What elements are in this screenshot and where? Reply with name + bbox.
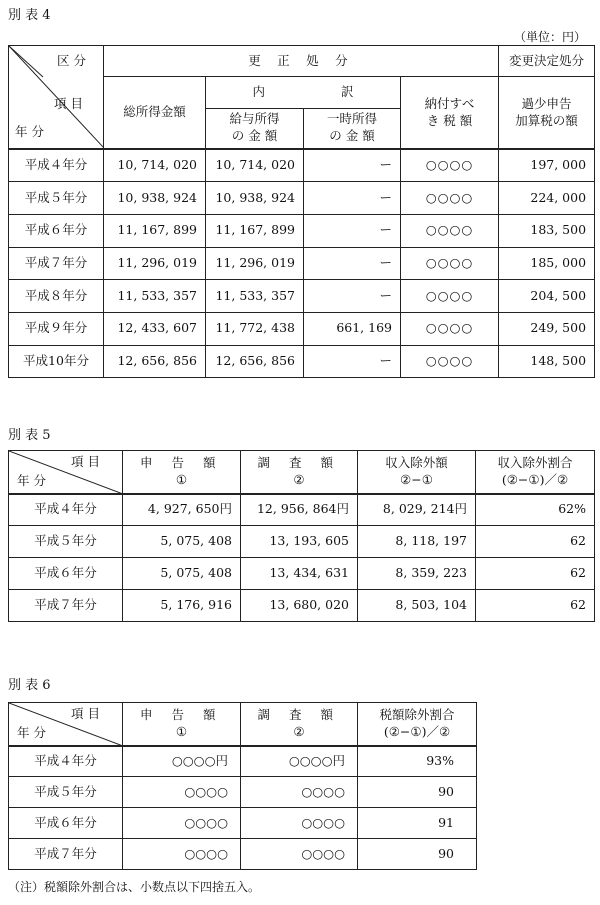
cell-shinkoku: ○○○○ <box>123 839 241 870</box>
chosa-line2: ② <box>293 471 305 487</box>
table-row <box>9 590 595 622</box>
cell-year: 平成４年分 <box>9 494 123 526</box>
cell-nofu: ○○○○ <box>401 280 499 313</box>
cell-total: 11, 296, 019 <box>104 247 206 280</box>
header-sousho: 総所得金額 <box>104 77 206 150</box>
table4-title: 別 表 4 <box>8 8 51 23</box>
cell-ichiji: 661, 169 <box>304 312 401 345</box>
cell-chosa: 13, 680, 020 <box>241 590 358 622</box>
cell-ichiji: ー <box>304 345 401 378</box>
cell-year: 平成６年分 <box>9 214 104 247</box>
cell-shinkoku: 5, 176, 916 <box>123 590 241 622</box>
cell-kyuyo: 11, 533, 357 <box>206 280 304 313</box>
table-row <box>9 312 595 345</box>
cell-wariai: 62 <box>476 526 595 558</box>
cell-year: 平成７年分 <box>9 839 123 870</box>
cell-chosa: ○○○○ <box>241 839 358 870</box>
cell-year: 平成４年分 <box>9 149 104 182</box>
header-kyuyo <box>206 108 304 149</box>
cell-jogai: 8, 503, 104 <box>358 590 476 622</box>
cell-total: 11, 167, 899 <box>104 214 206 247</box>
header-chosa <box>241 451 358 494</box>
table-row <box>9 247 595 280</box>
cell-year: 平成７年分 <box>9 590 123 622</box>
cell-ichiji: ー <box>304 149 401 182</box>
table4 <box>8 45 595 378</box>
wariai-line2: (②−①)／② <box>501 471 569 487</box>
table-row <box>9 149 595 182</box>
cell-kasan: 249, 500 <box>499 312 595 345</box>
cell-jogai: 8, 359, 223 <box>358 558 476 590</box>
header-shinkoku <box>123 451 241 494</box>
cell-kasan: 204, 500 <box>499 280 595 313</box>
table-row <box>9 777 477 808</box>
header-nofu <box>401 77 499 150</box>
cell-nofu: ○○○○ <box>401 214 499 247</box>
cell-year: 平成８年分 <box>9 280 104 313</box>
cell-nofu: ○○○○ <box>401 312 499 345</box>
cell-year: 平成５年分 <box>9 777 123 808</box>
cell-shinkoku: 5, 075, 408 <box>123 526 241 558</box>
cell-nofu: ○○○○ <box>401 182 499 215</box>
corner-nenbun: 年 分 <box>17 725 46 740</box>
cell-shinkoku: 5, 075, 408 <box>123 558 241 590</box>
cell-kasan: 148, 500 <box>499 345 595 378</box>
cell-year: 平成７年分 <box>9 247 104 280</box>
cell-wariai: 62 <box>476 558 595 590</box>
cell-shinkoku: 4, 927, 650円 <box>123 494 241 526</box>
cell-nofu: ○○○○ <box>401 345 499 378</box>
cell-total: 10, 714, 020 <box>104 149 206 182</box>
wariai-line1: 税額除外割合 <box>379 706 455 722</box>
cell-year: 平成６年分 <box>9 558 123 590</box>
header-jogai <box>358 451 476 494</box>
jogai-line1: 収入除外額 <box>385 454 448 470</box>
cell-jogai: 8, 029, 214円 <box>358 494 476 526</box>
cell-kasan: 183, 500 <box>499 214 595 247</box>
corner-kubun: 区 分 <box>57 53 86 68</box>
corner-koumoku: 項 目 <box>71 454 100 469</box>
nofu-line2: き 税 額 <box>426 112 473 128</box>
cell-ichiji: ー <box>304 182 401 215</box>
corner-nenbun: 年 分 <box>17 473 46 488</box>
cell-kasan: 197, 000 <box>499 149 595 182</box>
cell-ichiji: ー <box>304 280 401 313</box>
cell-ichiji: ー <box>304 214 401 247</box>
chosa-line1: 調 査 額 <box>257 706 341 722</box>
corner-koumoku: 項 目 <box>71 706 100 721</box>
nofu-line1: 納付すべ <box>424 95 475 111</box>
corner-koumoku: 項 目 <box>54 96 83 111</box>
cell-wariai: 62 <box>476 590 595 622</box>
ichiji-line1: 一時所得 <box>326 111 377 127</box>
cell-chosa: ○○○○ <box>241 808 358 839</box>
cell-year: 平成６年分 <box>9 808 123 839</box>
cell-total: 11, 533, 357 <box>104 280 206 313</box>
shinkoku-line2: ① <box>175 723 188 739</box>
cell-total: 12, 433, 607 <box>104 312 206 345</box>
table-row <box>9 808 477 839</box>
wariai-line1: 収入除外割合 <box>497 454 573 470</box>
chosa-line1: 調 査 額 <box>257 454 341 470</box>
cell-chosa: ○○○○ <box>241 777 358 808</box>
uchiwake-1: 内 <box>252 83 266 99</box>
corner-nenbun: 年 分 <box>15 124 44 139</box>
cell-kyuyo: 11, 296, 019 <box>206 247 304 280</box>
cell-chosa: ○○○○円 <box>241 746 358 777</box>
table5 <box>8 450 595 622</box>
table4-unit: （単位：円） <box>513 30 586 44</box>
kyuyo-line1: 給与所得 <box>229 111 280 127</box>
table-row <box>9 526 595 558</box>
kasho-line2: 加算税の額 <box>515 112 578 128</box>
header-ichiji <box>304 108 401 149</box>
cell-year: 平成９年分 <box>9 312 104 345</box>
uchiwake-2: 訳 <box>340 83 354 99</box>
header-henko: 変更決定処分 <box>499 46 595 77</box>
cell-year: 平成４年分 <box>9 746 123 777</box>
cell-kyuyo: 11, 772, 438 <box>206 312 304 345</box>
shinkoku-line1: 申 告 額 <box>140 706 223 722</box>
jogai-line2: ②−① <box>400 471 433 487</box>
kyuyo-line2: の 金 額 <box>231 128 278 144</box>
cell-kyuyo: 11, 167, 899 <box>206 214 304 247</box>
cell-year: 平成５年分 <box>9 182 104 215</box>
cell-shinkoku: ○○○○ <box>123 777 241 808</box>
header-kasho <box>499 77 595 150</box>
ichiji-line2: の 金 額 <box>329 128 375 144</box>
header-wariai <box>476 451 595 494</box>
header-wariai <box>358 703 477 746</box>
kasho-line1: 過少申告 <box>521 95 572 111</box>
cell-kyuyo: 10, 938, 924 <box>206 182 304 215</box>
cell-kyuyo: 12, 656, 856 <box>206 345 304 378</box>
cell-nofu: ○○○○ <box>401 149 499 182</box>
table-row <box>9 839 477 870</box>
cell-wariai: 90 <box>358 777 477 808</box>
shinkoku-line2: ① <box>175 471 188 487</box>
cell-shinkoku: ○○○○円 <box>123 746 241 777</box>
cell-wariai: 91 <box>358 808 477 839</box>
wariai-line2: (②−①)／② <box>383 723 451 739</box>
chosa-line2: ② <box>293 723 305 739</box>
cell-year: 平成５年分 <box>9 526 123 558</box>
table6 <box>8 702 477 870</box>
table6-title: 別 表 6 <box>8 678 51 693</box>
cell-ichiji: ー <box>304 247 401 280</box>
header-chosa <box>241 703 358 746</box>
table-row <box>9 345 595 378</box>
table5-title: 別 表 5 <box>8 428 51 443</box>
table-row <box>9 182 595 215</box>
cell-total: 12, 656, 856 <box>104 345 206 378</box>
cell-jogai: 8, 118, 197 <box>358 526 476 558</box>
table6-note: （注）税額除外割合は、小数点以下四捨五入。 <box>8 880 261 894</box>
table6-corner-header <box>9 703 123 746</box>
header-uchiwake <box>206 77 401 109</box>
cell-nofu: ○○○○ <box>401 247 499 280</box>
table-row <box>9 746 477 777</box>
cell-wariai: 62% <box>476 494 595 526</box>
cell-total: 10, 938, 924 <box>104 182 206 215</box>
cell-kasan: 185, 000 <box>499 247 595 280</box>
table-row <box>9 558 595 590</box>
cell-shinkoku: ○○○○ <box>123 808 241 839</box>
cell-wariai: 93% <box>358 746 477 777</box>
header-kosei: 更 正 処 分 <box>104 46 499 77</box>
cell-kyuyo: 10, 714, 020 <box>206 149 304 182</box>
cell-chosa: 13, 434, 631 <box>241 558 358 590</box>
table5-corner-header <box>9 451 123 494</box>
header-shinkoku <box>123 703 241 746</box>
table4-corner-header <box>9 46 104 150</box>
table-row <box>9 280 595 313</box>
cell-chosa: 12, 956, 864円 <box>241 494 358 526</box>
table-row <box>9 494 595 526</box>
cell-chosa: 13, 193, 605 <box>241 526 358 558</box>
table-row <box>9 214 595 247</box>
cell-kasan: 224, 000 <box>499 182 595 215</box>
cell-wariai: 90 <box>358 839 477 870</box>
cell-year: 平成10年分 <box>9 345 104 378</box>
shinkoku-line1: 申 告 額 <box>140 454 223 470</box>
